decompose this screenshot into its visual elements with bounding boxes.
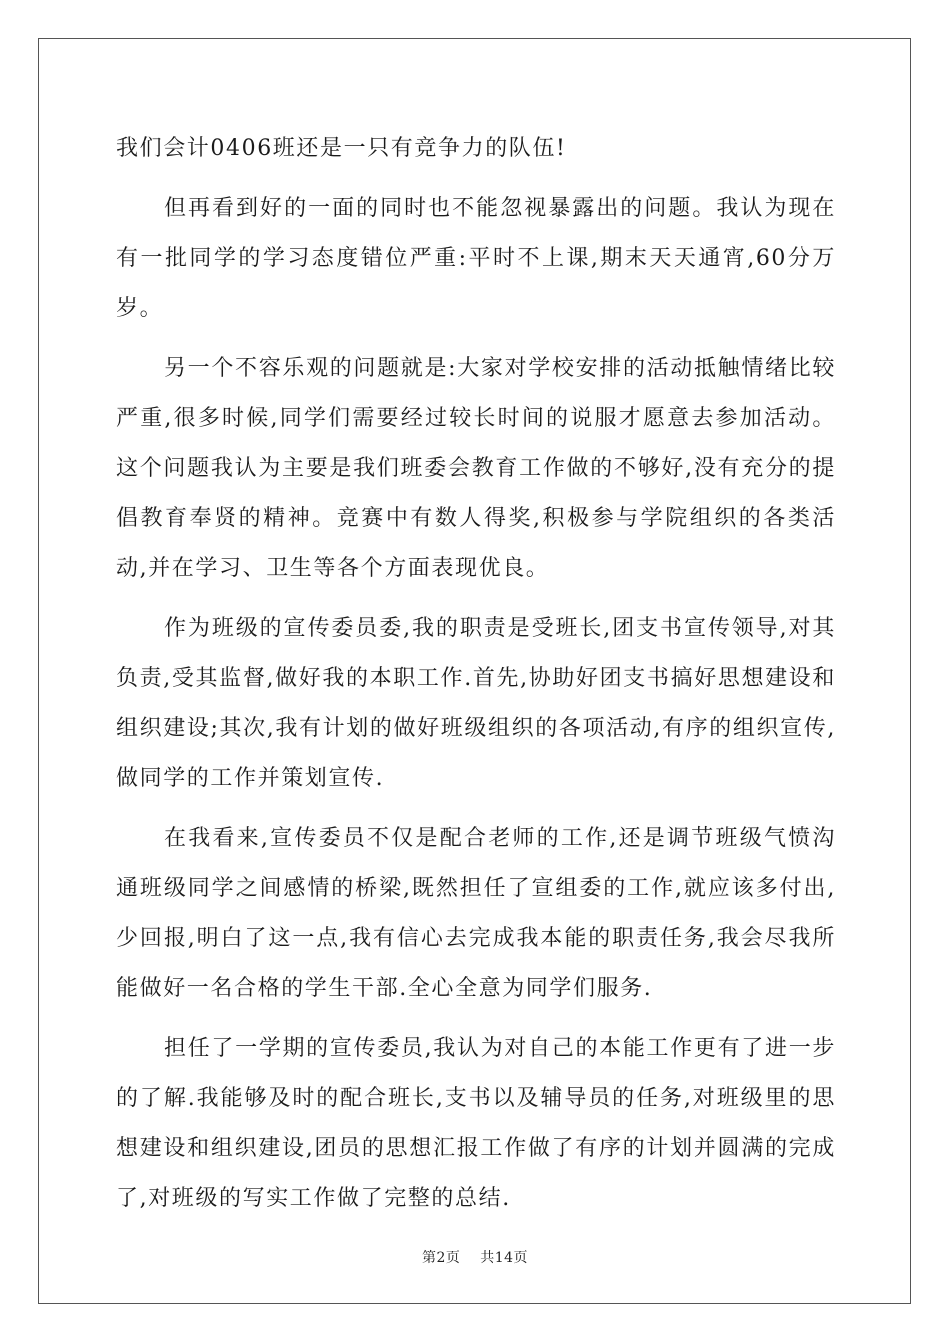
- page-footer: [0, 1247, 950, 1267]
- paragraph: 作为班级的宣传委员委,我的职责是受班长,团支书宣传领导,对其负责,受其监督,做好我的本职工作.首先,协助好团支书搞好思想建设和组织建设;其次,我有计划的做好班级组织的各项活动,有序的组织宣传,做同学的工作并策划宣传.: [116, 616, 836, 791]
- paragraph: 但再看到好的一面的同时也不能忽视暴露出的问题。我认为现在有一批同学的学习态度错位严重:平时不上课,期末天天通宵,60分万岁。: [116, 196, 836, 321]
- paragraph: 担任了一学期的宣传委员,我认为对自己的本能工作更有了进一步的了解.我能够及时的配合班长,支书以及辅导员的任务,对班级里的思想建设和组织建设,团员的思想汇报工作做了有序的计划并圆满的完成了,对班级的写实工作做了完整的总结.: [116, 1036, 836, 1211]
- total-pages: 共14页: [480, 1250, 529, 1266]
- paragraph: 我们会计0406班还是一只有竞争力的队伍!: [116, 136, 567, 161]
- paragraph: 在我看来,宣传委员不仅是配合老师的工作,还是调节班级气愤沟通班级同学之间感情的桥梁,既然担任了宣组委的工作,就应该多付出,少回报,明白了这一点,我有信心去完成我本能的职责任务,我会尽我所能做好一名合格的学生干部.全心全意为同学们服务.: [116, 826, 836, 1001]
- paragraph: 另一个不容乐观的问题就是:大家对学校安排的活动抵触情绪比较严重,很多时候,同学们需要经过较长时间的说服才愿意去参加活动。这个问题我认为主要是我们班委会教育工作做的不够好,没有充分的提倡教育奉贤的精神。竞赛中有数人得奖,积极参与学院组织的各类活动,并在学习、卫生等各个方面表现优良。: [116, 356, 836, 581]
- document-body: [116, 124, 836, 1224]
- page-number: 第2页: [421, 1250, 461, 1266]
